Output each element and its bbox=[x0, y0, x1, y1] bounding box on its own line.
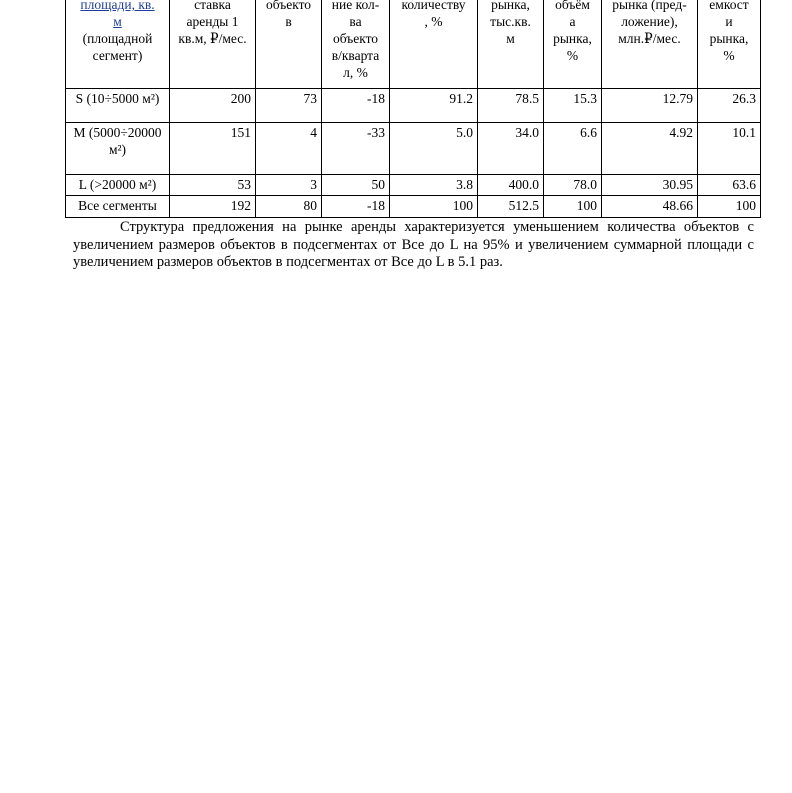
table-cell: 151 bbox=[170, 123, 256, 175]
header-line: л, % bbox=[343, 65, 368, 80]
header-cell bbox=[256, 0, 322, 89]
table-cell: 78.5 bbox=[478, 89, 544, 123]
table-cell: 100 bbox=[544, 196, 602, 218]
header-line: а bbox=[569, 14, 576, 29]
table-cell: 78.0 bbox=[544, 175, 602, 196]
table-cell: 34.0 bbox=[478, 123, 544, 175]
header-line: (площадной bbox=[82, 31, 153, 46]
header-line: объём bbox=[555, 0, 590, 12]
table-cell: 53 bbox=[170, 175, 256, 196]
header-line: количеству bbox=[401, 0, 466, 12]
header-line: ложение), bbox=[621, 14, 678, 29]
table-cell: 4 bbox=[256, 123, 322, 175]
table-cell: -18 bbox=[322, 89, 390, 123]
header-line: % bbox=[566, 48, 579, 63]
header-line: м bbox=[113, 14, 122, 29]
table-cell: 30.95 bbox=[602, 175, 698, 196]
table-cell: 100 bbox=[390, 196, 478, 218]
header-line: сегмент) bbox=[92, 48, 143, 63]
table-cell: 10.1 bbox=[698, 123, 761, 175]
header-cell bbox=[544, 0, 602, 89]
table-cell: 6.6 bbox=[544, 123, 602, 175]
table-cell: 3 bbox=[256, 175, 322, 196]
header-line: аренды 1 bbox=[186, 14, 239, 29]
segment-label: M (5000÷20000 м²) bbox=[66, 123, 170, 175]
header-line: рынка (пред- bbox=[612, 0, 687, 12]
header-line: ние кол- bbox=[331, 0, 380, 12]
market-segments-table bbox=[65, 0, 761, 218]
table-cell: 63.6 bbox=[698, 175, 761, 196]
table-cell: 100 bbox=[698, 196, 761, 218]
header-line: тыс.кв. bbox=[490, 14, 531, 29]
header-line: % bbox=[723, 48, 735, 63]
header-cell bbox=[698, 0, 761, 89]
segment-label: L (>20000 м²) bbox=[66, 175, 170, 196]
header-cell bbox=[322, 0, 390, 89]
table-cell: 15.3 bbox=[544, 89, 602, 123]
header-line: в/кварта bbox=[331, 48, 380, 63]
table-cell: -18 bbox=[322, 196, 390, 218]
header-line: м bbox=[506, 31, 515, 46]
header-line: рынка, bbox=[491, 0, 530, 12]
body-paragraph: Структура предложения на рынке аренды характеризуется уменьшением количества объектов с увеличением размеров объектов в подсегментах от Все до L на 95% и увеличением суммарной площади с увеличением размеров объектов в подсегментах от Все до L в 5.1 раз. bbox=[73, 219, 754, 270]
table-row bbox=[66, 196, 761, 218]
table-cell: 4.92 bbox=[602, 123, 698, 175]
table-cell: -33 bbox=[322, 123, 390, 175]
header-cell bbox=[602, 0, 698, 89]
header-line: в bbox=[285, 14, 292, 29]
table-cell: 48.66 bbox=[602, 196, 698, 218]
table-cell: 192 bbox=[170, 196, 256, 218]
segment-label: S (10÷5000 м²) bbox=[66, 89, 170, 123]
header-line: объекто bbox=[332, 31, 379, 46]
table-cell: 80 bbox=[256, 196, 322, 218]
table-cell: 73 bbox=[256, 89, 322, 123]
header-cell bbox=[478, 0, 544, 89]
header-line: кв.м, ₽/мес. bbox=[178, 31, 247, 46]
header-line: объекто bbox=[265, 0, 312, 12]
header-line: млн.₽/мес. bbox=[618, 31, 681, 46]
header-line: рынка, bbox=[553, 31, 592, 46]
header-cell bbox=[170, 0, 256, 89]
header-cell bbox=[390, 0, 478, 89]
header-line: ставка bbox=[194, 0, 231, 12]
table-cell: 400.0 bbox=[478, 175, 544, 196]
header-line: и bbox=[725, 14, 733, 29]
table-cell: 5.0 bbox=[390, 123, 478, 175]
table-cell: 91.2 bbox=[390, 89, 478, 123]
table-cell: 50 bbox=[322, 175, 390, 196]
header-cell bbox=[66, 0, 170, 89]
table-cell: 200 bbox=[170, 89, 256, 123]
table-row bbox=[66, 175, 761, 196]
table-header-row bbox=[66, 0, 761, 89]
table-row bbox=[66, 89, 761, 123]
header-line: площади, кв. bbox=[80, 0, 155, 12]
header-line: емкост bbox=[709, 0, 749, 12]
table-cell: 12.79 bbox=[602, 89, 698, 123]
header-line: , % bbox=[424, 14, 443, 29]
segment-label: Все сегменты bbox=[66, 196, 170, 218]
table-cell: 26.3 bbox=[698, 89, 761, 123]
table-cell: 512.5 bbox=[478, 196, 544, 218]
table-row bbox=[66, 123, 761, 175]
header-line: рынка, bbox=[709, 31, 749, 46]
header-line: ва bbox=[349, 14, 362, 29]
table-cell: 3.8 bbox=[390, 175, 478, 196]
